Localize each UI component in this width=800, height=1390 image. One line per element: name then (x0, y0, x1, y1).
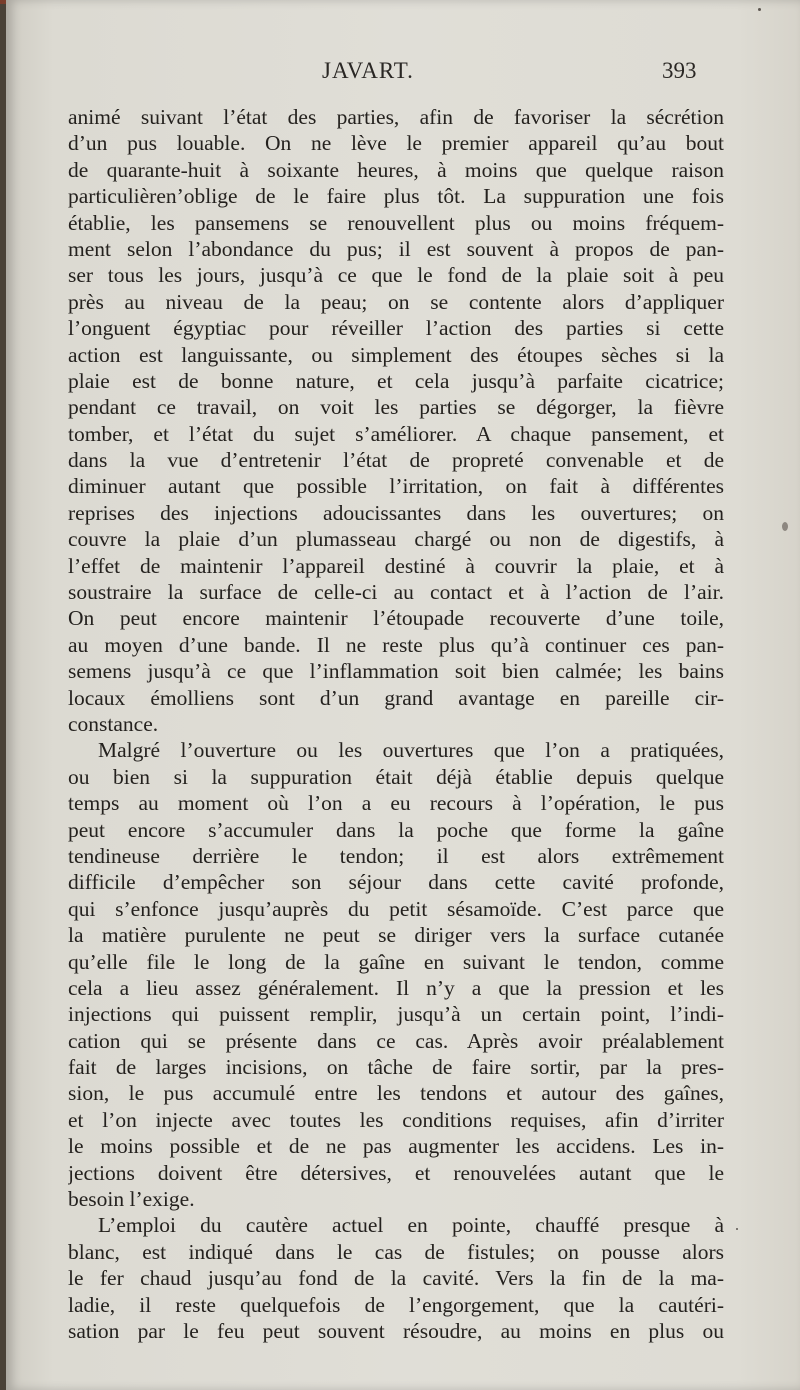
text-line: sation par le feu peut souvent résoudre, au moins en plus ou (68, 1318, 724, 1343)
text-line: le moins possible et de ne pas augmenter les accidens. Les in- (68, 1134, 724, 1159)
text-line: blanc, est indiqué dans le cas de fistules; on pousse alors (68, 1239, 724, 1264)
text-line: fait de larges incisions, on tâche de faire sortir, par la pres- (68, 1055, 724, 1080)
text-line: le fer chaud jusqu’au fond de la cavité. Vers la fin de la ma- (68, 1266, 724, 1291)
text-line: l’onguent égyptiac pour réveiller l’action des parties si cette (68, 316, 724, 341)
text-line: pendant ce travail, on voit les parties se dégorger, la fièvre (68, 395, 724, 420)
text-line: injections qui puissent remplir, jusqu’à un certain point, l’indi- (68, 1002, 724, 1027)
text-line: peut encore s’accumuler dans la poche que forme la gaîne (68, 817, 724, 842)
text-line: dans la vue d’entretenir l’état de propreté convenable et de (68, 448, 724, 473)
text-line: la matière purulente ne peut se diriger vers la surface cutanée (68, 923, 724, 948)
text-line: couvre la plaie d’un plumasseau chargé ou non de digestifs, à (68, 527, 724, 552)
text-line: qu’elle file le long de la gaîne en suivant le tendon, comme (68, 949, 724, 974)
text-line: établie, les pansemens se renouvellent plus ou moins fréquem- (68, 210, 724, 235)
text-line: reprises des injections adoucissantes dans les ouvertures; on (68, 500, 724, 525)
text-line: jections doivent être détersives, et renouvelées autant que le (68, 1160, 724, 1185)
text-line: près au niveau de la peau; on se contente alors d’appliquer (68, 289, 724, 314)
ink-speck (736, 1228, 738, 1230)
text-line: ment selon l’abondance du pus; il est souvent à propos de pan- (68, 236, 724, 261)
text-line: particulièren’oblige de le faire plus tôt. La suppuration une fois (68, 184, 724, 209)
text-line: l’effet de maintenir l’appareil destiné à couvrir la plaie, et à (68, 553, 724, 578)
running-title: JAVART. (322, 58, 414, 83)
ink-speck (758, 8, 761, 11)
text-line: ladie, il reste quelquefois de l’engorgement, que la cautéri- (68, 1292, 724, 1317)
text-line: au moyen d’une bande. Il ne reste plus qu’à continuer ces pan- (68, 632, 724, 657)
text-line: ou bien si la suppuration était déjà établie depuis quelque (68, 764, 724, 789)
text-line: diminuer autant que possible l’irritation, on fait à différentes (68, 474, 724, 499)
text-line: action est languissante, ou simplement des étoupes sèches si la (68, 342, 724, 367)
text-line: cation qui se présente dans ce cas. Après avoir préalablement (68, 1028, 724, 1053)
text-line: constance. (68, 711, 159, 736)
text-line: cela a lieu assez généralement. Il n’y a que la pression et les (68, 975, 724, 1000)
text-line: et l’on injecte avec toutes les conditions requises, afin d’irriter (68, 1107, 724, 1132)
page-number: 393 (662, 58, 697, 83)
text-line: de quarante-huit à soixante heures, à moins que quelque raison (68, 157, 724, 182)
text-line: soustraire la surface de celle-ci au contact et à l’action de l’air. (68, 580, 724, 605)
text-line: tomber, et l’état du sujet s’améliorer. A chaque pansement, et (68, 421, 724, 446)
text-line: semens jusqu’à ce que l’inflammation soit bien calmée; les bains (68, 659, 724, 684)
text-line: sion, le pus accumulé entre les tendons et autour des gaînes, (68, 1081, 724, 1106)
text-line: locaux émolliens sont d’un grand avantage en pareille cir- (68, 685, 724, 710)
text-line: temps au moment où l’on a eu recours à l’opération, le pus (68, 791, 724, 816)
running-header (0, 58, 800, 88)
body-text (68, 104, 724, 1344)
text-line: L’emploi du cautère actuel en pointe, chauffé presque à (98, 1213, 724, 1238)
text-line: animé suivant l’état des parties, afin de favoriser la sécrétion (68, 105, 724, 129)
text-line: d’un pus louable. On ne lève le premier appareil qu’au bout (68, 131, 724, 156)
text-line: Malgré l’ouverture ou les ouvertures que l’on a pratiquées, (98, 738, 724, 763)
text-line: qui s’enfonce jusqu’auprès du petit sésamoïde. C’est parce que (68, 896, 724, 921)
text-line: On peut encore maintenir l’étoupade recouverte d’une toile, (68, 606, 724, 631)
text-line: difficile d’empêcher son séjour dans cette cavité profonde, (68, 870, 724, 895)
ink-speck (782, 522, 788, 531)
text-line: plaie est de bonne nature, et cela jusqu’à parfaite cicatrice; (68, 368, 724, 393)
text-line: tendineuse derrière le tendon; il est alors extrêmement (68, 843, 724, 868)
text-line: besoin l’exige. (68, 1187, 195, 1212)
text-line: ser tous les jours, jusqu’à ce que le fond de la plaie soit à peu (68, 263, 724, 288)
